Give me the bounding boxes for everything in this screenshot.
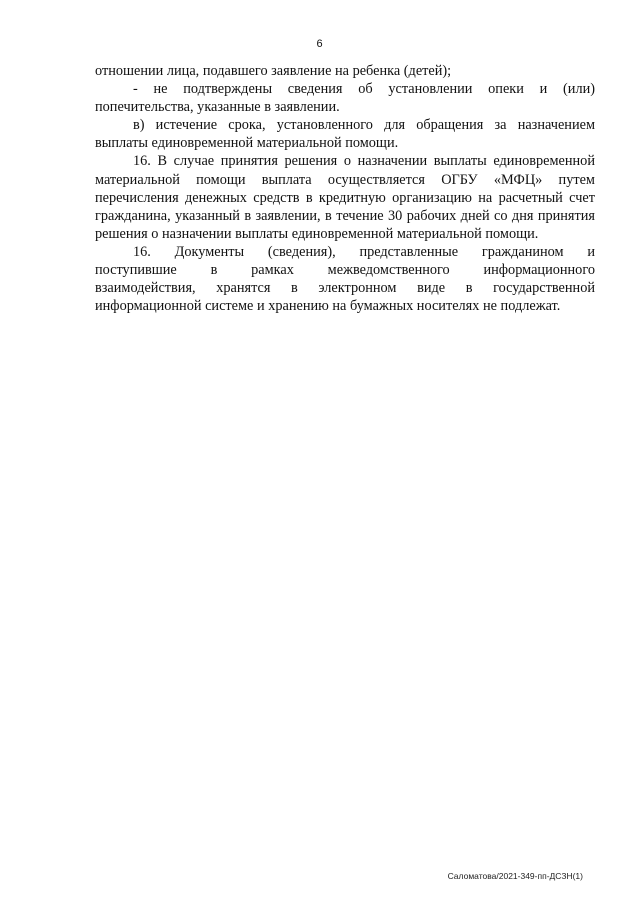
paragraph-16-documents-line-3: взаимодействия, хранятся в электронном виде в государственной	[95, 280, 595, 297]
paragraph-16-documents-line-2: поступившие в рамках межведомственного информационного	[95, 262, 595, 279]
document-body	[95, 62, 595, 315]
paragraph-16-documents	[95, 243, 595, 315]
paragraph-deadline-expired: в) истечение срока, установленного для обращения за назначением выплаты единовременной материальной помощи.	[95, 117, 595, 152]
paragraph-16-documents-line-1: 16. Документы (сведения), представленные гражданином и	[133, 243, 595, 260]
footer-reference: Саломатова/2021-349-пп-ДСЗН(1)	[447, 871, 583, 881]
paragraph-16-payment: 16. В случае принятия решения о назначении выплаты единовременной материальной помощи выплата осуществляется ОГБУ «МФЦ» путем перечисления денежных средств в кредитную организацию на расчетный счет гражданина, указанный в заявлении, в течение 30 рабочих дней со дня принятия решения о назначении выплаты единовременной материальной помощи.	[95, 153, 595, 242]
paragraph-16-documents-line-4: информационной системе и хранению на бумажных носителях не подлежат.	[95, 298, 561, 315]
page-number: 6	[316, 38, 323, 50]
paragraph-guardianship-not-confirmed: - не подтверждены сведения об установлении опеки и (или) попечительства, указанные в заявлении.	[95, 81, 595, 116]
paragraph-continuation: отношении лица, подавшего заявление на ребенка (детей);	[95, 63, 452, 79]
